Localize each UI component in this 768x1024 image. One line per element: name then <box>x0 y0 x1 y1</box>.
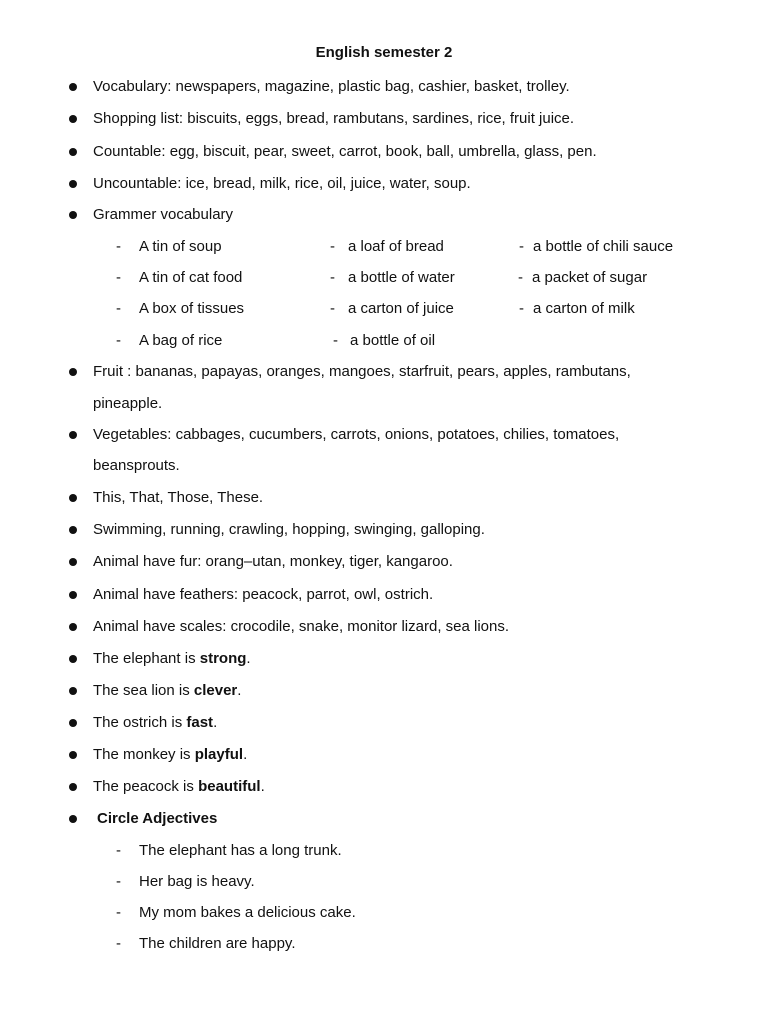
grammar-phrase: A tin of soup <box>139 238 222 255</box>
dash-marker: - <box>116 300 121 317</box>
bullet-icon <box>69 83 77 91</box>
grammar-phrase: a bottle of oil <box>350 332 436 349</box>
dash-marker: - <box>116 873 121 890</box>
document-title: English semester 2 <box>315 44 453 61</box>
grammar-phrase: a bottle of water <box>348 269 455 286</box>
grammar-phrase: a bottle of chili sauce <box>533 238 674 255</box>
dash-marker: - <box>116 842 121 859</box>
dash-marker: - <box>116 332 121 349</box>
bullet-icon <box>69 180 77 188</box>
adjective-bold: clever <box>193 682 238 699</box>
grammar-phrase: a carton of milk <box>533 300 635 317</box>
bullet-icon <box>69 558 77 566</box>
dash-marker: - <box>116 904 121 921</box>
circle-adjectives-heading: Circle Adjectives <box>97 810 218 827</box>
dash-marker: - <box>116 935 121 952</box>
adjective-bold: playful <box>194 746 244 763</box>
bullet-icon <box>69 526 77 534</box>
bullet-icon <box>69 211 77 219</box>
grammar-phrase: A tin of cat food <box>139 269 243 286</box>
grammar-phrase: a loaf of bread <box>348 238 444 255</box>
bullet-icon <box>69 687 77 695</box>
bullet-icon <box>69 815 77 823</box>
bullet-icon <box>69 719 77 727</box>
dash-marker: - <box>116 269 121 286</box>
adjective-bold: fast <box>186 714 214 731</box>
dash-marker: - <box>116 238 121 255</box>
dash-marker: - <box>519 300 524 317</box>
bullet-icon <box>69 655 77 663</box>
bullet-icon <box>69 368 77 376</box>
bullet-icon <box>69 148 77 156</box>
grammar-phrase: A bag of rice <box>139 332 223 349</box>
adjective-bold: strong <box>199 650 247 667</box>
dash-marker: - <box>330 238 335 255</box>
bullet-icon <box>69 494 77 502</box>
dash-marker: - <box>330 269 335 286</box>
dash-marker: - <box>333 332 338 349</box>
bullet-icon <box>69 591 77 599</box>
adjective-bold: beautiful <box>198 778 261 795</box>
document-page: English semester 2 Vocabulary: newspapers, magazine, plastic bag, cashier, basket, trolley. Shopping list: biscuits, eggs, bread, rambutans, sardines, rice, fruit juice. Countable: egg, biscuit, pear, sweet, carrot, book, ball, umbrella, glass, pen. Uncountable: ice, bread, milk, rice, oil, juice, water, soup. Grammer vocabulary - A tin of soup - a loaf of bread - a bottle of chili sauce - A tin of cat food - a bottle of water - a packet of sugar - A box of tissues - a carton of juice - a carton of milk - A bag of rice - a bottle of oil Fruit : bananas, papayas, oranges, mangoes, starfruit, pears, apples, rambutans, pineapple. Vegetables: cabbages, cucumbers, carrots, onions, potatoes, chilies, tomatoes, beansprouts. This, That, Those, These. Swimming, running, crawling, hopping, swinging, galloping. Animal have fur: orang–utan, monkey, tiger, kangaroo. Animal have feathers: peacock, parrot, owl, ostrich. Animal have scales: crocodile, snake, monitor lizard, sea lions. The elephant is strong. The sea lion is clever. The ostrich is fast. The monkey is playful. The peacock is beautiful. Circle Adjectives - The elephant has a long trunk. - Her bag is heavy. - My mom bakes a delicious cake. - The children are happy. <box>0 0 768 1024</box>
bullet-icon <box>69 115 77 123</box>
dash-marker: - <box>518 269 523 286</box>
bullet-icon <box>69 623 77 631</box>
grammar-phrase: a packet of sugar <box>532 269 648 286</box>
bullet-icon <box>69 431 77 439</box>
grammar-phrase: a carton of juice <box>348 300 454 317</box>
dash-marker: - <box>519 238 524 255</box>
bullet-icon <box>69 783 77 791</box>
grammar-phrase: A box of tissues <box>139 300 245 317</box>
bullet-icon <box>69 751 77 759</box>
dash-marker: - <box>330 300 335 317</box>
